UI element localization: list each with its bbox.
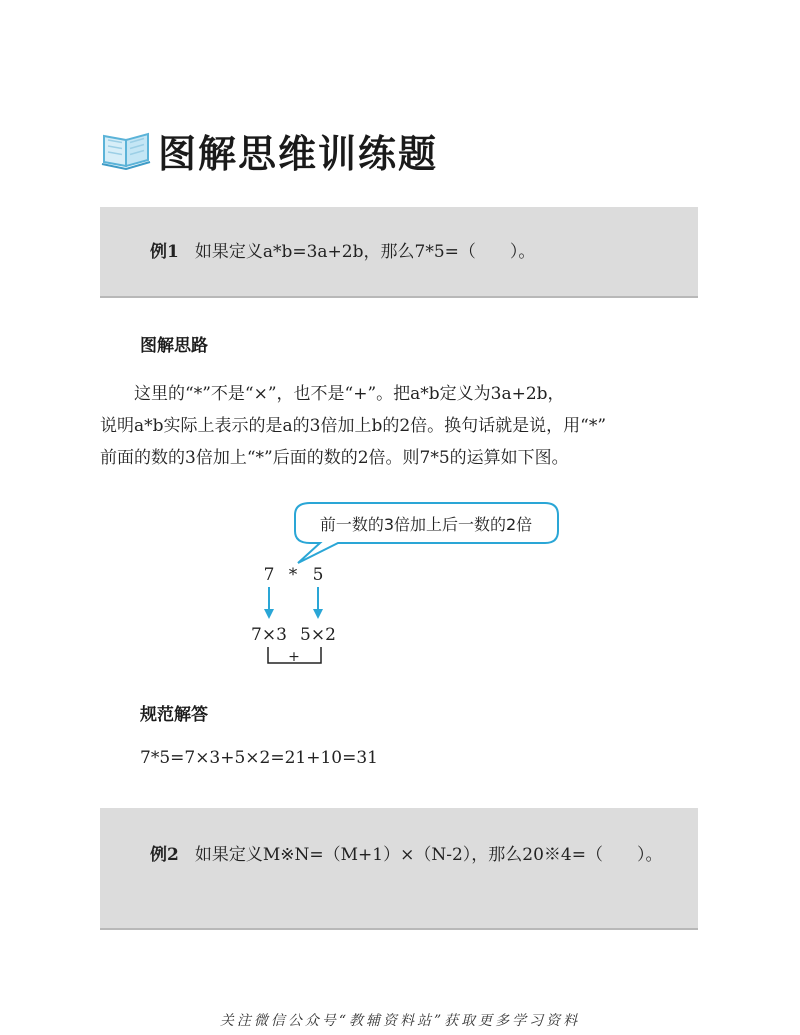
paragraph-line: 说明a*b实际上表示的是a的3倍加上b的2倍。换句话就是说，用“*” bbox=[100, 416, 607, 436]
footer-notice: 关注微信公众号“教辅资料站”获取更多学习资料 bbox=[219, 1013, 581, 1029]
top-right-number: 5 bbox=[312, 565, 324, 585]
thinking-paragraph bbox=[100, 378, 700, 474]
plus-sign: + bbox=[288, 649, 300, 665]
bottom-left-product: 7×3 bbox=[251, 625, 287, 645]
left-arrow bbox=[264, 587, 274, 619]
operation-diagram bbox=[240, 495, 570, 675]
paragraph-line: 这里的“*”不是“×”，也不是“+”。把a*b定义为3a+2b， bbox=[100, 384, 565, 404]
example-1-label: 例1 bbox=[150, 242, 179, 262]
bubble-text: 前一数的3倍加上后一数的2倍 bbox=[319, 515, 533, 534]
example-1-box bbox=[100, 207, 698, 298]
example-2-box bbox=[100, 808, 698, 930]
answer-heading: 规范解答 bbox=[140, 705, 208, 725]
example-1-question bbox=[150, 235, 535, 269]
speech-bubble bbox=[295, 503, 558, 563]
example-2-question bbox=[118, 838, 698, 872]
example-1-text: 如果定义a*b=3a+2b，那么7*5=（ ）。 bbox=[194, 242, 536, 262]
section-title: 图解思维训练题 bbox=[158, 131, 439, 176]
top-left-number: 7 bbox=[263, 565, 275, 585]
section-title-block bbox=[100, 120, 438, 180]
book-icon bbox=[100, 126, 154, 174]
answer-equation: 7*5=7×3+5×2=21+10=31 bbox=[140, 748, 378, 768]
bottom-right-product: 5×2 bbox=[300, 625, 336, 645]
operator-symbol: * bbox=[288, 565, 298, 585]
example-2-label: 例2 bbox=[150, 845, 179, 865]
example-2-text: 如果定义M※N=（M+1）×（N-2），那么20※4=（ ）。 bbox=[194, 845, 663, 865]
thinking-heading: 图解思路 bbox=[140, 336, 208, 356]
paragraph-line: 前面的数的3倍加上“*”后面的数的2倍。则7*5的运算如下图。 bbox=[100, 448, 569, 468]
right-arrow bbox=[313, 587, 323, 619]
